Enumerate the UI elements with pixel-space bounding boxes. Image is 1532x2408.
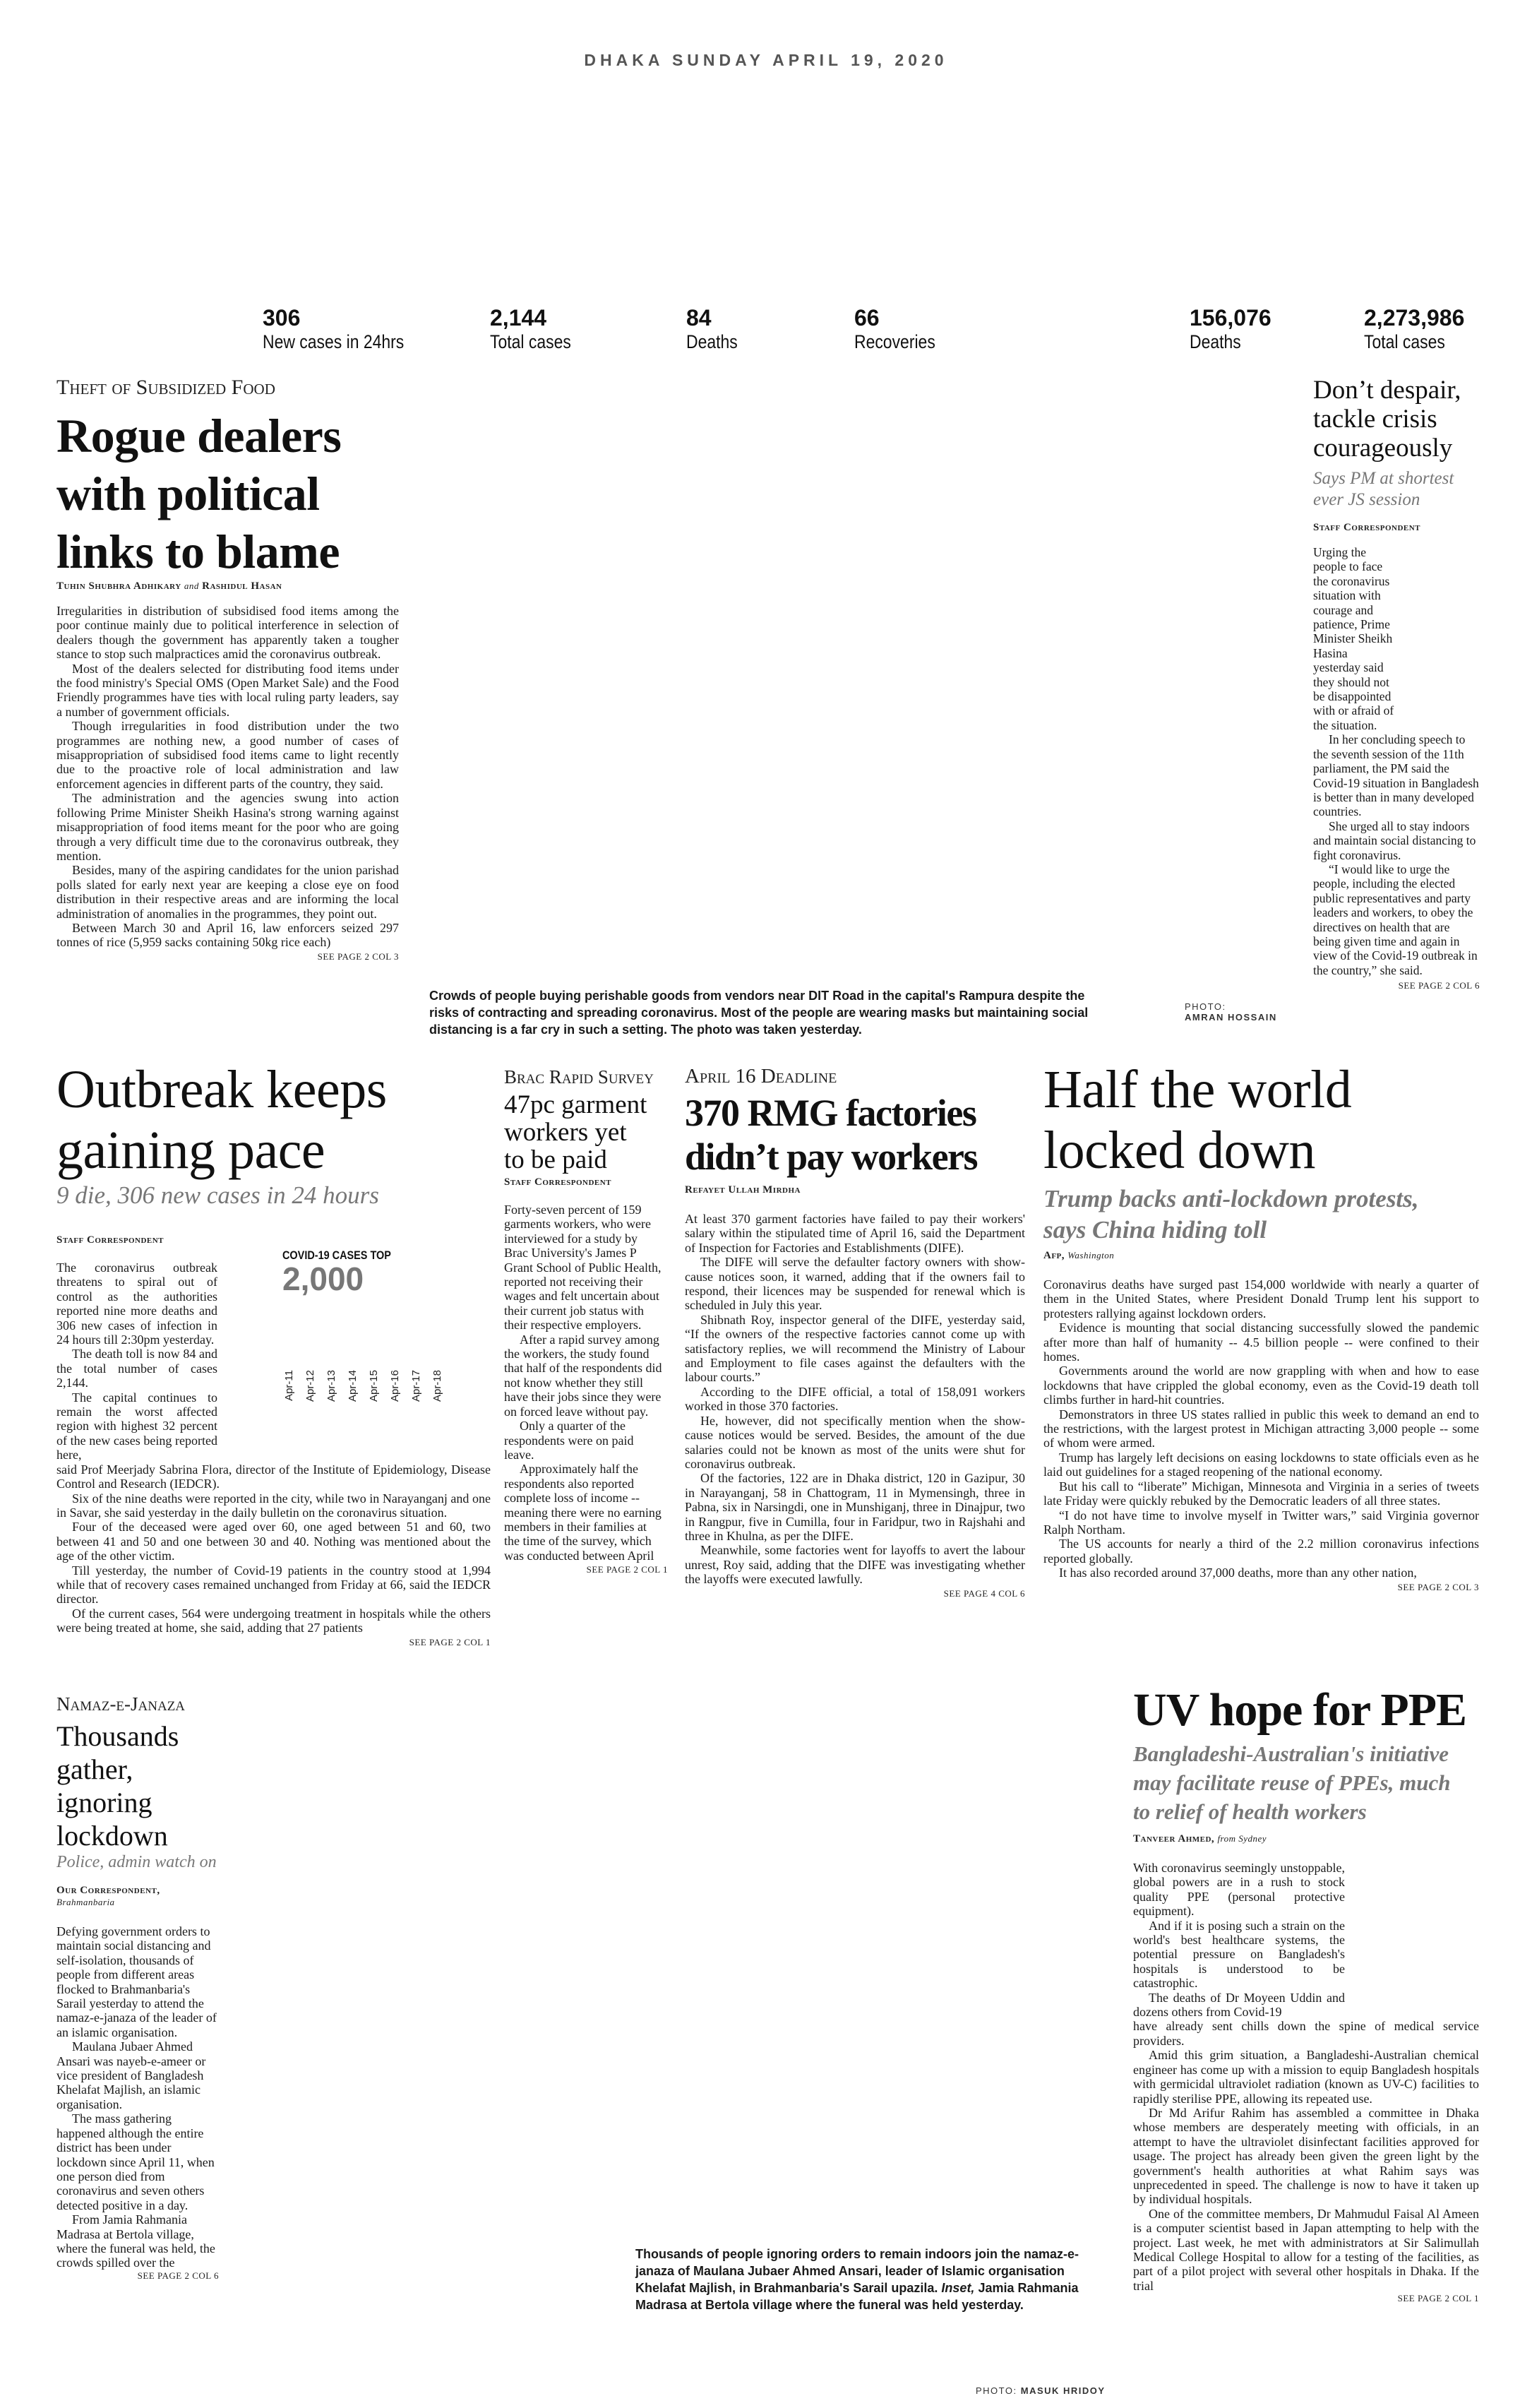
caption-inset-label: Inset,	[941, 2281, 975, 2295]
byline-name: Our Correspondent,	[56, 1885, 160, 1896]
credit-name: MASUK HRIDOY	[1020, 2385, 1106, 2396]
paragraph: At least 370 garment factories have failed to pay their workers' salary within the stipulated time of April 16, said the Department of Inspection for Factories and Establishments (DIFE).	[685, 1212, 1025, 1255]
paragraph: Urging the people to face the coronavirus situation with courage and patience, Prime Minister Sheikh Hasina yesterday said they should not be disappointed with or afraid of the situation.	[1313, 545, 1394, 732]
world-body	[1043, 1277, 1479, 1580]
jump-link[interactable]: SEE PAGE 2 COL 3	[1397, 1581, 1479, 1592]
paragraph: Coronavirus deaths have surged past 154,000 worldwide with nearly a quarter of them in the United States, where President Donald Trump lent his support to protesters rallying against lockdown orders.	[1043, 1277, 1479, 1321]
paragraph: Of the factories, 122 are in Dhaka district, 120 in Gazipur, 30 in Narayanganj, 58 in Chattogram, 11 in Mymensingh, three in Pabna, six in Narsingdi, one in Munshiganj, three in Dinajpur, two in Rangpur, five in Cumilla, four in Faridpur, two in Rajshahi and three in Khulna, as per the DIFE.	[685, 1471, 1025, 1543]
stat-recoveries	[854, 305, 950, 353]
chart-tick-label: Apr-17	[410, 1370, 422, 1402]
paragraph: Irregularities in distribution of subsidised food items among the poor continue mainly due to political interference in selection of dealers though the government has apparently taken a tougher stance to stop such malpractices amid the coronavirus outbreak.	[56, 604, 399, 662]
byline-name: Afp,	[1043, 1250, 1065, 1261]
paragraph: One of the committee members, Dr Mahmudul Faisal Al Ameen is a computer scientist based in Japan attempting to help with the project. Last week, he met with administrators at Sir Salimullah Medical College Hospital to allow for a testing of the facilities, as part of a pilot project with several other hospitals in Dhaka. If the trial	[1133, 2206, 1479, 2293]
garment-byline: Staff Correspondent	[504, 1176, 612, 1188]
paragraph: Between March 30 and April 16, law enforcers seized 297 tonnes of rice (5,959 sacks containing 50kg rice each)	[56, 920, 399, 950]
stat-label: Total cases	[1364, 331, 1445, 352]
jump-link[interactable]: SEE PAGE 2 COL 6	[137, 2270, 219, 2281]
paragraph: According to the DIFE official, a total of 158,091 workers worked in those 370 factories.	[685, 1384, 1025, 1414]
chart-title: COVID-19 CASES TOP	[282, 1248, 391, 1262]
headline-line: tackle crisis	[1313, 405, 1437, 434]
rmg-headline[interactable]	[685, 1091, 1025, 1179]
outbreak-body-wide	[56, 1462, 491, 1635]
photo-caption	[635, 2246, 1087, 2313]
headline-line: workers yet	[504, 1118, 627, 1147]
jump-link[interactable]: SEE PAGE 2 COL 6	[1398, 980, 1480, 991]
jump-link[interactable]: SEE PAGE 2 COL 1	[409, 1636, 491, 1647]
janaza-kicker[interactable]: Namaz-e-Janaza	[56, 1693, 186, 1715]
paragraph: Approximately half the respondents also reported complete loss of income -- meaning there were no earning members in their families at the time of the survey, which was conducted between April	[504, 1462, 662, 1563]
paragraph: In her concluding speech to the seventh session of the 11th parliament, the PM said the Covid-19 situation in Bangladesh is better than in many developed countries.	[1313, 732, 1479, 819]
rmg-byline: Refayet Ullah Mirdha	[685, 1184, 801, 1196]
dateline: DHAKA SUNDAY APRIL 19, 2020	[584, 51, 948, 69]
headline-line: Thousands	[56, 1720, 179, 1752]
headline-line: 47pc garment	[504, 1090, 647, 1119]
paragraph: Dr Md Arifur Rahim has assembled a committee in Dhaka whose members are desperately meeting with officials, in an attempt to have the ultraviolet disinfectant facilities approved for usage. The project has already been given the green light by the government's health authorities at what Rahim says was unprecedented in speed. The challenge is now to have it taken up by individual hospitals.	[1133, 2105, 1479, 2207]
garment-story	[504, 1066, 668, 1575]
paragraph: Maulana Jubaer Ahmed Ansari was nayeb-e-ameer or vice president of Bangladesh Khelafat Majlish, an islamic organisation.	[56, 2039, 206, 2111]
byline-and: and	[184, 580, 199, 591]
world-byline	[1043, 1250, 1479, 1262]
outbreak-deck: 9 die, 306 new cases in 24 hours	[56, 1181, 379, 1209]
janaza-headline[interactable]	[56, 1719, 220, 1852]
paragraph: It has also recorded around 37,000 deaths, more than any other nation,	[1059, 1566, 1417, 1580]
jump-link[interactable]: SEE PAGE 2 COL 3	[317, 950, 399, 962]
paragraph: The administration and the agencies swung into action following Prime Minister Sheikh Hasina's strong warning against misappropriation of food items meant for the poor who are going through a very difficult time due to the coronavirus outbreak, they mention.	[56, 791, 399, 863]
deck-line: Bangladeshi-Australian's initiative	[1133, 1741, 1449, 1766]
pm-headline[interactable]	[1313, 376, 1480, 463]
garment-body	[504, 1203, 663, 1563]
credit-label: PHOTO:	[976, 2385, 1017, 2396]
paragraph: The death toll is now 84 and the total number of cases 2,144.	[56, 1347, 217, 1390]
world-deck	[1043, 1184, 1479, 1246]
headline-line: 370 RMG factories	[685, 1092, 976, 1134]
paragraph: Though irregularities in food distribution under the two programmes are nothing new, a good number of cases of misappropriation of subsidised food items came to light recently due to the proactive role of local administration and law enforcement agencies in different parts of the country, they said.	[56, 719, 399, 791]
paragraph: The capital continues to remain the worst affected region with highest 32 percent of the new cases being reported here,	[56, 1390, 217, 1462]
byline-name: Tanveer Ahmed,	[1133, 1833, 1215, 1844]
deck-line: Says PM at shortest	[1313, 469, 1454, 488]
byline-place: Brahmanbaria	[56, 1897, 115, 1907]
paragraph: Of the current cases, 564 were undergoing treatment in hospitals while the others were being treated at home, she said, adding that 27 patients	[56, 1606, 491, 1635]
paragraph: But his call to “liberate” Michigan, Minnesota and Virginia in a series of tweets late Friday were quickly rebuked by the Democratic leaders of all three states.	[1043, 1479, 1479, 1508]
headline-line: to be paid	[504, 1145, 607, 1174]
paragraph: Evidence is mounting that social distancing successfully slowed the pandemic after more than half of humanity -- 4.5 billion people -- were confined to their homes.	[1043, 1321, 1479, 1364]
stat-total-cases	[490, 305, 585, 353]
headline-line: didn’t pay workers	[685, 1136, 978, 1178]
paragraph: After a rapid survey among the workers, the study found that half of the respondents did not know whether they still have their jobs since they were on forced leave without pay.	[504, 1332, 662, 1419]
janaza-deck: Police, admin watch on	[56, 1853, 217, 1871]
photo-credit	[976, 2385, 1106, 2396]
stat-world-deaths	[1190, 305, 1271, 353]
headline-line: lockdown	[56, 1820, 168, 1852]
chart-subtitle: 2,000	[282, 1260, 364, 1297]
uv-body-narrow	[1133, 1861, 1345, 2019]
pm-story	[1313, 376, 1480, 991]
photo-credit	[1185, 1001, 1277, 1023]
covid-chart	[282, 1248, 480, 1442]
uv-story	[1133, 1684, 1479, 2304]
paragraph: Meanwhile, some factories went for layoffs to avert the labour unrest, Roy said, adding that the DIFE was investigating whether the layoffs were executed lawfully.	[685, 1543, 1025, 1587]
paragraph: The coronavirus outbreak threatens to spiral out of control as the authorities reported nine more deaths and 306 new cases of infection in 24 hours till 2:30pm yesterday.	[56, 1260, 217, 1347]
outbreak-byline: Staff Correspondent	[56, 1234, 164, 1246]
jump-link[interactable]: SEE PAGE 4 COL 6	[943, 1587, 1025, 1599]
byline-place: Washington	[1067, 1250, 1115, 1260]
lead-headline[interactable]	[56, 407, 402, 580]
paragraph: said Prof Meerjady Sabrina Flora, director of the Institute of Epidemiology, Disease Control and Research (IEDCR).	[56, 1462, 491, 1491]
pm-body	[1313, 545, 1480, 977]
paragraph: The mass gathering happened although the entire district has been under lockdown since April 11, when one person died from coronavirus and seven others detected positive in a day.	[56, 2111, 215, 2212]
stat-value: 2,144	[490, 305, 547, 330]
caption-text: Thousands of people ignoring orders to remain indoors join the namaz-e-janaza of Maulana Jubaer Ahmed Ansari, leader of Islamic organisation Khelafat Majlish, in Brahmanbaria's Sarail upazila.	[635, 2247, 1079, 2295]
paragraph: Defying government orders to maintain social distancing and self-isolation, thousands of people from different areas flocked to Brahmanbaria's Sarail yesterday to attend the namaz-e-janaza of the leader of an islamic organisation.	[56, 1924, 217, 2039]
paragraph: And if it is posing such a strain on the world's best healthcare systems, the potential pressure on Bangladesh's hospitals is understood to be catastrophic.	[1133, 1918, 1345, 1991]
outbreak-headline[interactable]	[56, 1059, 491, 1181]
paragraph: He, however, did not specifically mention when the show-cause notices would be served. Besides, the amount of the due salaries could not be known as most of the units were shut for coronavirus outbreak.	[685, 1413, 1025, 1471]
stat-label: Total cases	[490, 331, 571, 352]
stat-label: New cases in 24hrs	[263, 331, 405, 352]
garment-kicker[interactable]: Brac Rapid Survey	[504, 1066, 654, 1087]
headline-line: with political	[56, 467, 320, 520]
paragraph: Amid this grim situation, a Bangladeshi-Australian chemical engineer has come up with a mission to equip Bangladesh hospitals with germicidal ultraviolet radiation (known as UV-C) facilities to rapidly sterilise PPE, allowing its repeated use.	[1133, 2048, 1479, 2106]
stat-deaths	[686, 305, 747, 353]
outbreak-body-narrow	[56, 1260, 217, 1462]
paragraph: Till yesterday, the number of Covid-19 patients in the country stood at 1,994 while that of recovery cases remained unchanged from Friday at 66, said the IEDCR director.	[56, 1563, 491, 1607]
stat-value: 66	[854, 305, 880, 330]
paragraph: The US accounts for nearly a third of the 2.2 million coronavirus infections reported globally.	[1043, 1537, 1479, 1566]
lead-kicker[interactable]: Theft of Subsidized Food	[56, 376, 275, 399]
janaza-story	[56, 1693, 220, 2282]
paragraph: Demonstrators in three US states rallied in public this week to demand an end to the restrictions, with the largest protest in Michigan attracting 3,000 people -- some of whom were armed.	[1043, 1407, 1479, 1450]
uv-headline[interactable]: UV hope for PPE	[1133, 1684, 1467, 1736]
chart-tick-label: Apr-14	[347, 1370, 359, 1402]
stat-value: 306	[263, 305, 301, 330]
deck-line: Trump backs anti-lockdown protests,	[1043, 1185, 1419, 1212]
paragraph: She urged all to stay indoors and maintain social distancing to fight coronavirus.	[1313, 818, 1476, 862]
rmg-story	[685, 1065, 1025, 1599]
paragraph: From Jamia Rahmania Madrasa at Bertola village, where the funeral was held, the crowds spilled over the	[56, 2212, 215, 2270]
paragraph: Forty-seven percent of 159 garments workers, who were interviewed for a study by Brac University's James P Grant School of Public Health, reported not receiving their wages and felt uncertain about their current job status with their respective employers.	[504, 1203, 662, 1333]
paragraph: The DIFE will serve the defaulter factory owners with show-cause notices soon, it warned, adding that if the owners fail to respond, their licences may be suspended for renewal which is scheduled in July this year.	[685, 1255, 1025, 1313]
pm-deck	[1313, 468, 1480, 511]
paragraph: Most of the dealers selected for distributing food items under the food ministry's Special OMS (Open Market Sale) and the Food Friendly programmes have ties with local ruling party leaders, say a number of government officials.	[56, 661, 399, 719]
chart-tick-label: Apr-16	[389, 1370, 401, 1402]
paragraph: The deaths of Dr Moyeen Uddin and dozens others from Covid-19	[1133, 1990, 1345, 2020]
headline-line: Rogue dealers	[56, 409, 342, 463]
rmg-kicker[interactable]: April 16 Deadline	[685, 1065, 837, 1087]
caption-text: Jamia Rahmania Madrasa at Bertola village where the funeral was held yesterday.	[635, 2281, 1079, 2312]
deck-line: ever JS session	[1313, 490, 1420, 509]
headline-line: Outbreak keeps	[56, 1060, 387, 1119]
chart-plot	[282, 1301, 480, 1442]
world-story	[1043, 1059, 1479, 1593]
paragraph: Governments around the world are now grappling with when and how to ease lockdowns that have crippled the global economy, even as the Covid-19 death toll climbs further in hard-hit countries.	[1043, 1364, 1479, 1407]
stat-world-total-cases	[1364, 305, 1464, 353]
headline-line: courageously	[1313, 434, 1453, 463]
chart-tick-label: Apr-18	[431, 1370, 443, 1402]
headline-line: locked down	[1043, 1121, 1315, 1180]
paragraph: Four of the deceased were aged over 60, one aged between 51 and 60, two between 41 and 50 and one between 30 and 40. Nothing was mentioned about the age of the other victim.	[56, 1520, 491, 1563]
byline-place: from Sydney	[1217, 1833, 1267, 1844]
paragraph: Only a quarter of the respondents were on paid leave.	[504, 1419, 634, 1462]
uv-deck	[1133, 1739, 1479, 1826]
paragraph: Shibnath Roy, inspector general of the DIFE, yesterday said, “If the owners of the respective factories cannot come up with satisfactory replies, we will recommend the Ministry of Labour and Employment to file cases against the defaulters with the labour courts.”	[685, 1312, 1025, 1385]
paragraph: Six of the nine deaths were reported in the city, while two in Narayanganj and one in Savar, she said yesterday in the daily bulletin on the coronavirus situation.	[56, 1491, 491, 1520]
deck-line: says China hiding toll	[1043, 1216, 1267, 1244]
credit-name: AMRAN HOSSAIN	[1185, 1012, 1277, 1023]
paragraph: “I would like to urge the people, including the elected public representatives and party leaders and workers, to obey the directives on health that are being given time and again in view of the Covid-19 outbreak in the country,” she said.	[1313, 862, 1478, 977]
lead-body	[56, 604, 399, 950]
world-headline[interactable]	[1043, 1059, 1479, 1181]
stat-value: 84	[686, 305, 712, 330]
pm-byline: Staff Correspondent	[1313, 522, 1421, 533]
uv-body-wide	[1133, 2019, 1479, 2293]
headline-line: Don’t despair,	[1313, 376, 1461, 405]
chart-tick-label: Apr-15	[368, 1370, 380, 1402]
paragraph: Besides, many of the aspiring candidates for the union parishad polls slated for early next year are keeping a close eye on food distribution in their respective areas and are informing the local administration of anomalies in the programmes, they point out.	[56, 863, 399, 921]
chart-tick-label: Apr-12	[304, 1370, 316, 1402]
paragraph: “I do not have time to involve myself in Twitter wars,” said Virginia governor Ralph Northam.	[1043, 1508, 1479, 1537]
lead-byline	[56, 580, 402, 592]
stat-label: Recoveries	[854, 331, 935, 352]
stat-new-cases	[263, 305, 429, 353]
paragraph: With coronavirus seemingly unstoppable, global powers are in a rush to stock quality PPE (personal protective equipment).	[1133, 1861, 1345, 1919]
headline-line: gaining pace	[56, 1121, 325, 1180]
headline-line: gather,	[56, 1753, 133, 1785]
credit-label: PHOTO:	[1185, 1001, 1226, 1012]
stat-value: 156,076	[1190, 305, 1271, 330]
lead-story	[56, 376, 402, 962]
paragraph: have already sent chills down the spine of medical service providers.	[1133, 2019, 1479, 2048]
deck-line: to relief of health workers	[1133, 1799, 1367, 1824]
garment-headline[interactable]	[504, 1091, 668, 1174]
byline-name: Tuhin Shubhra Adhikary	[56, 580, 181, 592]
headline-line: Half the world	[1043, 1060, 1352, 1119]
uv-byline	[1133, 1833, 1479, 1845]
janaza-body	[56, 1924, 219, 2270]
chart-tick-label: Apr-11	[283, 1370, 295, 1401]
stat-value: 2,273,986	[1364, 305, 1465, 330]
chart-tick-label: Apr-13	[325, 1370, 337, 1402]
deck-line: may facilitate reuse of PPEs, much	[1133, 1770, 1451, 1795]
janaza-byline	[56, 1885, 220, 1909]
photo-caption: Crowds of people buying perishable goods from vendors near DIT Road in the capital's Rampura despite the risks of contracting and spreading coronavirus. Most of the people are wearing masks but maintaining social distancing is a far cry in such a setting. The photo was taken yesterday.	[429, 989, 1089, 1037]
headline-line: ignoring	[56, 1787, 152, 1818]
byline-name: Rashidul Hasan	[202, 580, 282, 592]
stat-label: Deaths	[686, 331, 738, 352]
headline-line: links to blame	[56, 525, 340, 578]
rmg-body	[685, 1212, 1025, 1587]
jump-link[interactable]: SEE PAGE 2 COL 1	[1397, 2293, 1479, 2304]
jump-link[interactable]: SEE PAGE 2 COL 1	[586, 1564, 668, 1575]
stat-label: Deaths	[1190, 331, 1241, 352]
paragraph: Trump has largely left decisions on easing lockdowns to state officials even as he laid out guidelines for a staged reopening of the national economy.	[1043, 1450, 1479, 1479]
